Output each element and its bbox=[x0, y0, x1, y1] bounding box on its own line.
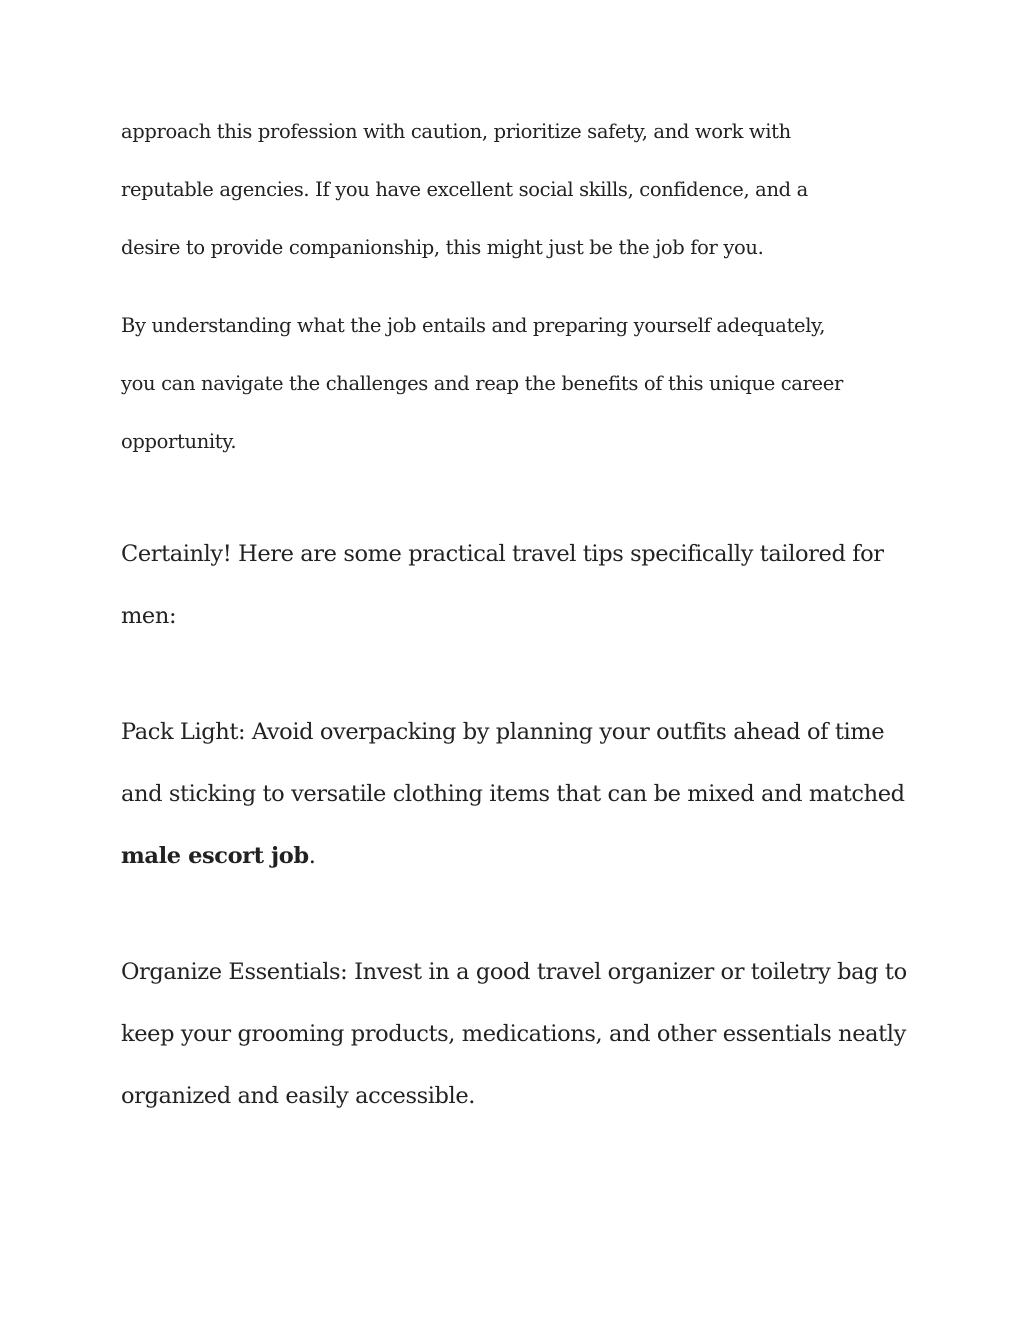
paragraph-5-line-2: keep your grooming products, medications, and other essentials neatly bbox=[121, 1021, 906, 1047]
paragraph-4-line-2: and sticking to versatile clothing items that can be mixed and matched bbox=[121, 781, 905, 807]
paragraph-2-line-2: you can navigate the challenges and reap the benefits of this unique career bbox=[121, 372, 843, 395]
paragraph-1-line-1: approach this profession with caution, prioritize safety, and work with bbox=[121, 120, 791, 143]
paragraph-1-line-2: reputable agencies. If you have excellent social skills, confidence, and a bbox=[121, 178, 808, 201]
paragraph-3-line-1: Certainly! Here are some practical travel tips specifically tailored for bbox=[121, 541, 884, 567]
paragraph-2-line-1: By understanding what the job entails and preparing yourself adequately, bbox=[121, 314, 826, 337]
paragraph-5-line-3: organized and easily accessible. bbox=[121, 1083, 476, 1109]
paragraph-4-line-3 bbox=[121, 843, 316, 869]
paragraph-3-line-2: men: bbox=[121, 603, 177, 629]
paragraph-1-line-3: desire to provide companionship, this might just be the job for you. bbox=[121, 236, 764, 259]
paragraph-5-line-1: Organize Essentials: Invest in a good travel organizer or toiletry bag to bbox=[121, 959, 907, 985]
paragraph-2-line-3: opportunity. bbox=[121, 430, 237, 453]
keyword-bold-text: male escort job bbox=[121, 843, 309, 869]
trailing-punctuation: . bbox=[308, 843, 316, 869]
paragraph-4-line-1: Pack Light: Avoid overpacking by planning your outfits ahead of time bbox=[121, 719, 885, 745]
